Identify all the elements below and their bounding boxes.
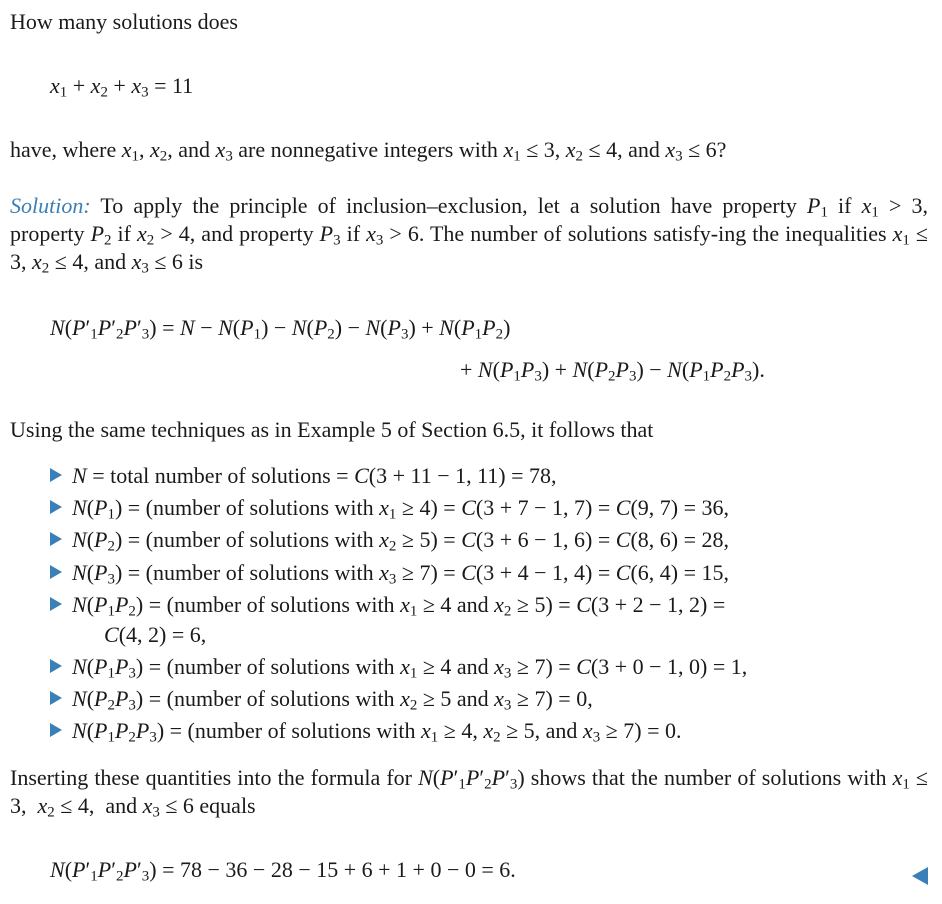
intro-text: How many solutions does (10, 9, 238, 34)
bullet-triangle-icon (50, 468, 62, 482)
inserting-paragraph: Inserting these quantities into the formula for $N(P'_1P'_2P'_3)$ shows that the number of solutions with $x_1 \le 3$, $x_2 \le 4$, and $x_3 \le 6$ equals (10, 765, 928, 821)
list-item: N = total number of solutions = C(3 + 11 − 1, 11) = 78, (50, 462, 557, 490)
list-item: $N(P_1P_2P_3)$ = (number of solutions with $x_1 \ge 4$, $x_2 \ge 5$, and $x_3 \ge 7) = 0$. (50, 717, 681, 745)
end-of-example-icon (912, 867, 928, 885)
solution-label: Solution: (10, 193, 91, 218)
main-equation: $x_1 + x_2 + x_3 = 11$ (50, 73, 194, 101)
bullet-triangle-icon (50, 723, 62, 737)
formula-line-1: $N(P'_1P'_2P'_3) = N - N(P_1) - N(P_2) - N(P_3) + N(P_1P_2)$ (50, 315, 511, 343)
list-item: $N(P_2P_3)$ = (number of solutions with $x_2 \ge 5$ and $x_3 \ge 7) = 0$, (50, 685, 593, 713)
list-item: $N(P_2)$ = (number of solutions with $x_2 \ge 5) = C(3 + 6 - 1$, 6) = C(8, 6) = 28, (50, 526, 729, 554)
bullet-triangle-icon (50, 500, 62, 514)
bullet-triangle-icon (50, 565, 62, 579)
solution-paragraph: Solution: To apply the principle of inclusion–exclusion, let a solution have property $P_1$ if $x_1 > 3$, property $P_2$ if $x_2 > 4$, and property $P_3$ if $x_3 > 6$. The number of solutions satisfy-ing the inequalities $x_1 \le 3$, $x_2 \le 4$, and $x_3 \le 6$ is (10, 193, 928, 277)
list-item: $N(P_1P_2)$ = (number of solutions with $x_1 \ge 4$ and $x_2 \ge 5) = C(3 + 2 - 1$, 2) = (50, 591, 725, 619)
formula-line-2: + $N(P_1P_3) + N(P_2P_3) - N(P_1P_2P_3)$. (460, 357, 765, 385)
bullet-triangle-icon (50, 691, 62, 705)
question-text: have, where $x_1$, $x_2$, and $x_3$ are nonnegative integers with $x_1 \le 3$, $x_2 \le 4$, and $x_3 \le 6$? (10, 137, 727, 165)
bullet-triangle-icon (50, 532, 62, 546)
list-item: $N(P_3)$ = (number of solutions with $x_3 \ge 7) = C(3 + 4 - 1$, 4) = C(6, 4) = 15, (50, 559, 729, 587)
final-equation: $N(P'_1P'_2P'_3) = 78 - 36 - 28 - 15 + 6 + 1 + 0 - 0 = 6$. (50, 857, 516, 885)
techniques-text: Using the same techniques as in Example 5 of Section 6.5, it follows that (10, 417, 654, 442)
bullet-triangle-icon (50, 659, 62, 673)
list-item-continuation: C(4, 2) = 6, (104, 622, 207, 647)
list-item: $N(P_1)$ = (number of solutions with $x_1 \ge 4) = C(3 + 7 - 1$, 7) = C(9, 7) = 36, (50, 494, 729, 522)
list-item: $N(P_1P_3)$ = (number of solutions with $x_1 \ge 4$ and $x_3 \ge 7) = C(3 + 0 - 1$, 0) = 1, (50, 653, 747, 681)
bullet-triangle-icon (50, 597, 62, 611)
